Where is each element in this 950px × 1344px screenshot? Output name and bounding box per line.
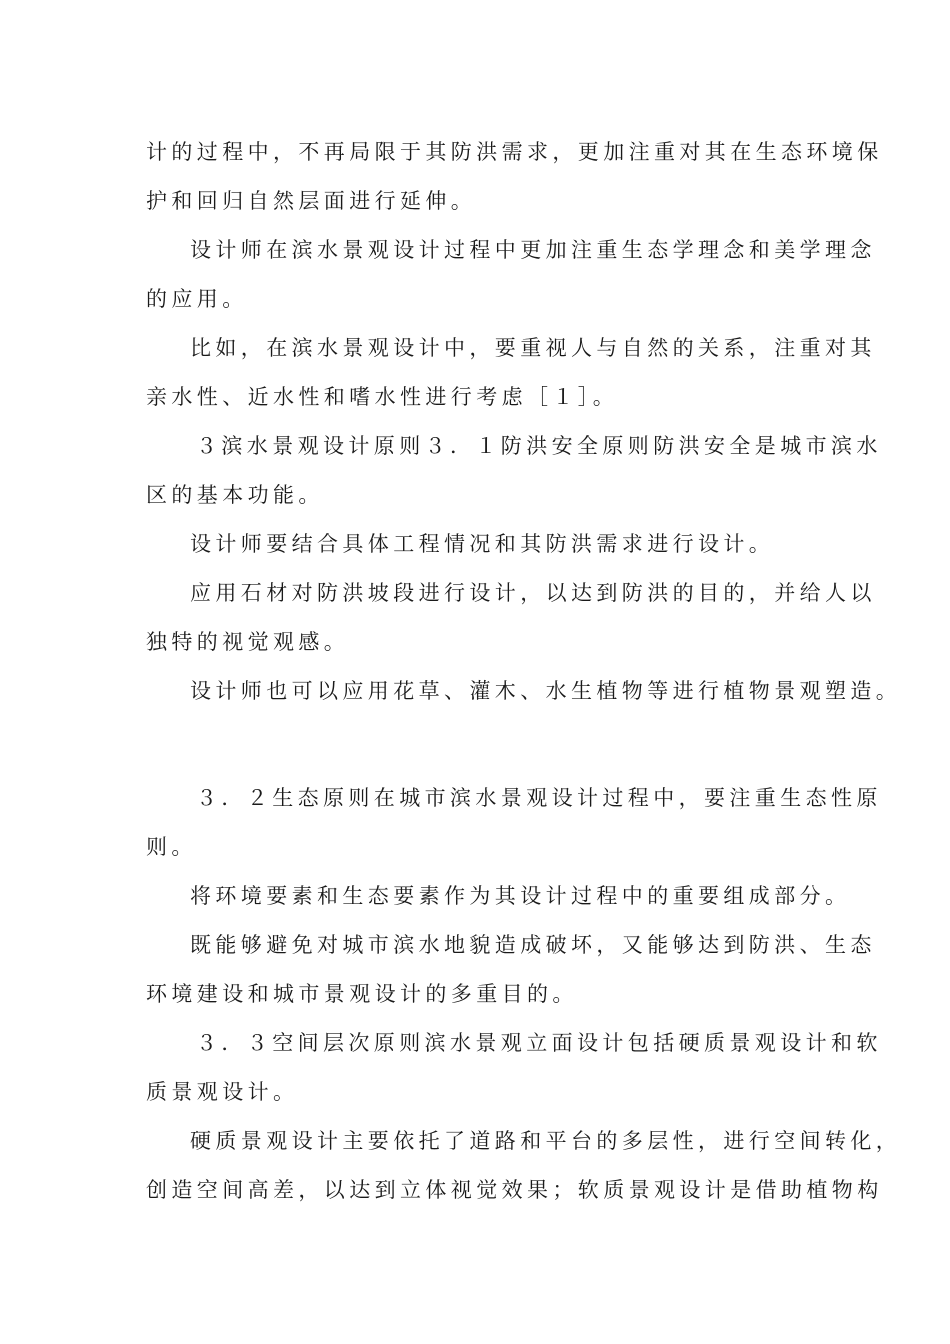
text-line: 的应用。	[146, 287, 248, 311]
text-line: 亲水性、近水性和嗜水性进行考虑［１］。	[146, 385, 619, 409]
text-line: 设计师也可以应用花草、灌木、水生植物等进行植物景观塑造。	[190, 679, 902, 703]
text-line: 质景观设计。	[146, 1080, 299, 1104]
text-line: 既能够避免对城市滨水地貌造成破坏，又能够达到防洪、生态	[190, 933, 876, 957]
text-line: 比如，在滨水景观设计中，要重视人与自然的关系，注重对其	[190, 336, 876, 360]
text-line: 则。	[146, 835, 197, 859]
text-line: 设计师在滨水景观设计过程中更加注重生态学理念和美学理念	[190, 238, 876, 262]
text-line: ３滨水景观设计原则３．１防洪安全原则防洪安全是城市滨水	[196, 434, 882, 458]
text-line: 环境建设和城市景观设计的多重目的。	[146, 982, 578, 1006]
text-line: 应用石材对防洪坡段进行设计，以达到防洪的目的，并给人以	[190, 581, 876, 605]
text-line: 独特的视觉观感。	[146, 630, 350, 654]
text-line: 创造空间高差，以达到立体视觉效果；软质景观设计是借助植物构	[146, 1178, 883, 1202]
text-line: 计的过程中，不再局限于其防洪需求，更加注重对其在生态环境保	[146, 140, 883, 164]
text-line: 将环境要素和生态要素作为其设计过程中的重要组成部分。	[190, 884, 851, 908]
text-line: 硬质景观设计主要依托了道路和平台的多层性，进行空间转化，	[190, 1129, 902, 1153]
text-line: 护和回归自然层面进行延伸。	[146, 189, 477, 213]
text-line: 设计师要结合具体工程情况和其防洪需求进行设计。	[190, 532, 775, 556]
text-line: ３．２生态原则在城市滨水景观设计过程中，要注重生态性原	[196, 786, 882, 810]
text-line: ３．３空间层次原则滨水景观立面设计包括硬质景观设计和软	[196, 1031, 882, 1055]
text-line: 区的基本功能。	[146, 483, 324, 507]
